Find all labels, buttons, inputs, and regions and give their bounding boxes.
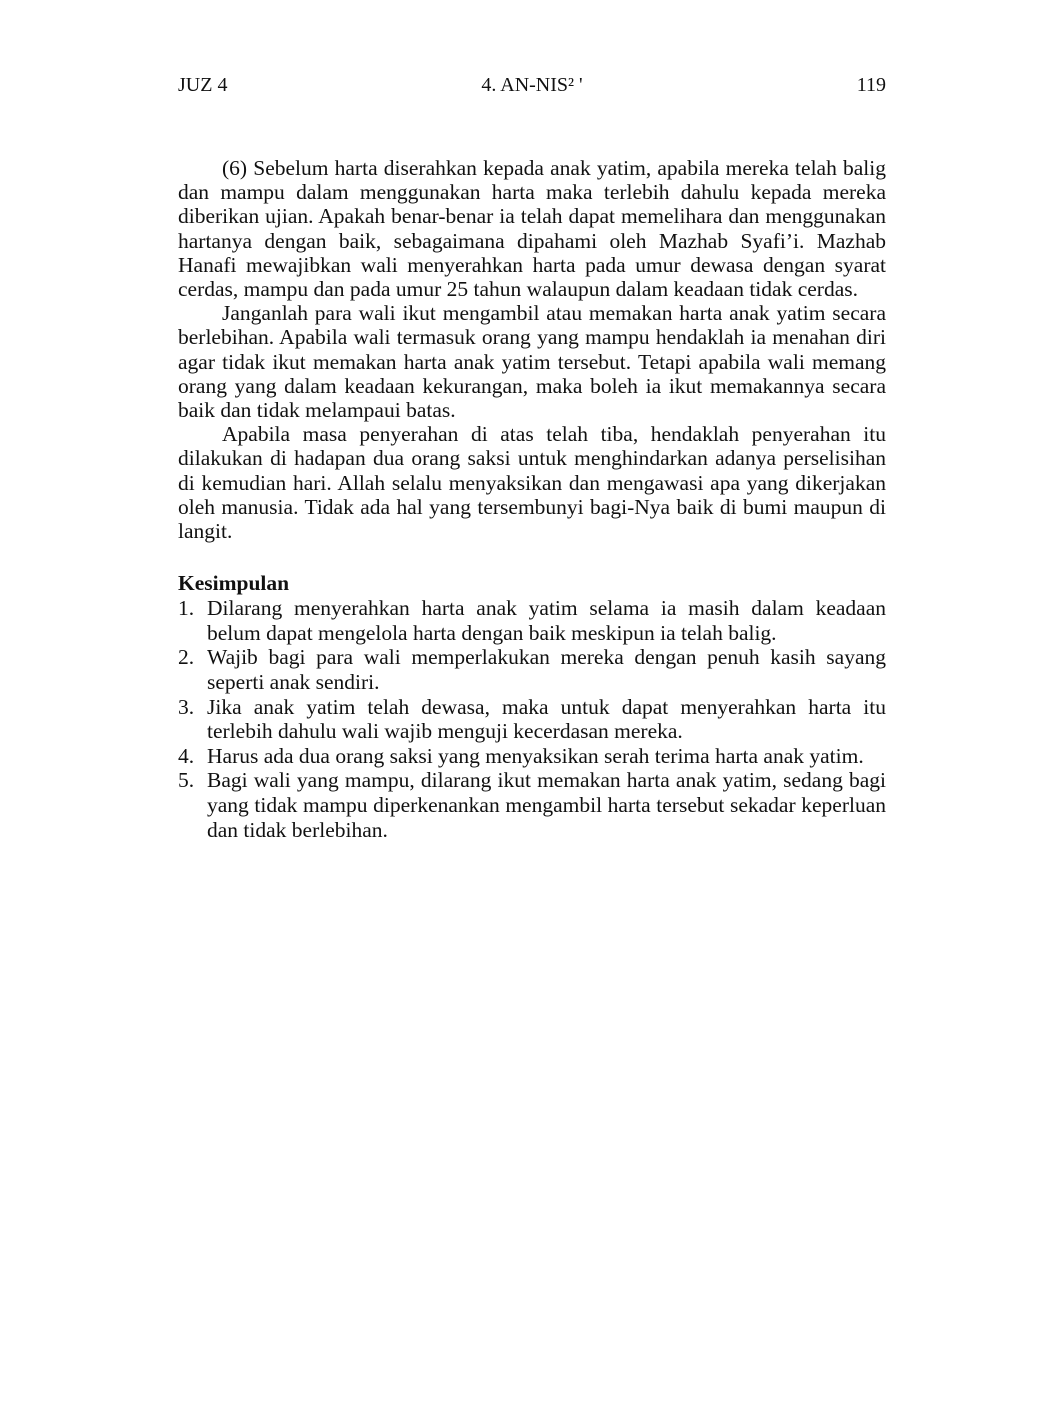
paragraph: Apabila masa penyerahan di atas telah tiba, hendaklah penyerahan itu dilakukan di hadapan dua orang saksi untuk menghindarkan adanya perselisihan di kemudian hari. Allah selalu menyaksikan dan mengawasi apa yang dikerjakan oleh manusia. Tidak ada hal yang tersembunyi bagi-Nya baik di bumi maupun di langit. [178, 422, 886, 544]
list-item-text: Dilarang menyerahkan harta anak yatim selama ia masih dalam keadaan belum dapat mengelola harta dengan baik meskipun ia telah balig. [207, 596, 886, 645]
conclusion-heading: Kesimpulan [178, 571, 290, 596]
paragraph: Janganlah para wali ikut mengambil atau memakan harta anak yatim secara berlebihan. Apabila wali termasuk orang yang mampu hendaklah ia menahan diri agar tidak ikut memakan harta anak yatim tersebut. Tetapi apabila wali memang orang yang dalam keadaan kekurangan, maka boleh ia ikut memakannya secara baik dan tidak melampaui batas. [178, 301, 886, 423]
list-item [178, 645, 886, 694]
conclusion-list [178, 596, 886, 842]
document-page [178, 70, 886, 842]
list-item [178, 596, 886, 645]
running-header [178, 70, 886, 100]
list-item-text: Jika anak yatim telah dewasa, maka untuk dapat menyerahkan harta itu terlebih dahulu wali wajib menguji kecerdasan mereka. [207, 694, 886, 744]
list-item [178, 768, 886, 842]
commentary-body [178, 156, 886, 543]
list-item-number: 5. [178, 768, 195, 793]
juz-label: JUZ 4 [178, 74, 228, 96]
list-item-number: 4. [178, 743, 195, 768]
page-number: 119 [856, 74, 886, 96]
surah-title: 4. AN-NIS² ' [481, 74, 583, 96]
paragraph: (6) Sebelum harta diserahkan kepada anak yatim, apabila mereka telah balig dan mampu dalam menggunakan harta maka terlebih dahulu kepada mereka diberikan ujian. Apakah benar-benar ia telah dapat memelihara dan menggunakan hartanya dengan baik, sebagaimana dipahami oleh Mazhab Syafi’i. Mazhab Hanafi mewajibkan wali menyerahkan harta pada umur dewasa dengan syarat cerdas, mampu dan pada umur 25 tahun walaupun dalam keadaan tidak cerdas. [178, 156, 886, 302]
list-item [178, 744, 886, 769]
list-item [178, 695, 886, 744]
list-item-text: Harus ada dua orang saksi yang menyaksikan serah terima harta anak yatim. [207, 743, 864, 768]
list-item-number: 3. [178, 694, 195, 719]
list-item-text: Wajib bagi para wali memperlakukan mereka dengan penuh kasih sayang seperti anak sendiri. [207, 645, 886, 695]
list-item-number: 1. [178, 596, 195, 621]
list-item-text: Bagi wali yang mampu, dilarang ikut memakan harta anak yatim, sedang bagi yang tidak mampu diperkenankan mengambil harta tersebut sekadar keperluan dan tidak berlebihan. [207, 768, 886, 842]
list-item-number: 2. [178, 645, 195, 670]
